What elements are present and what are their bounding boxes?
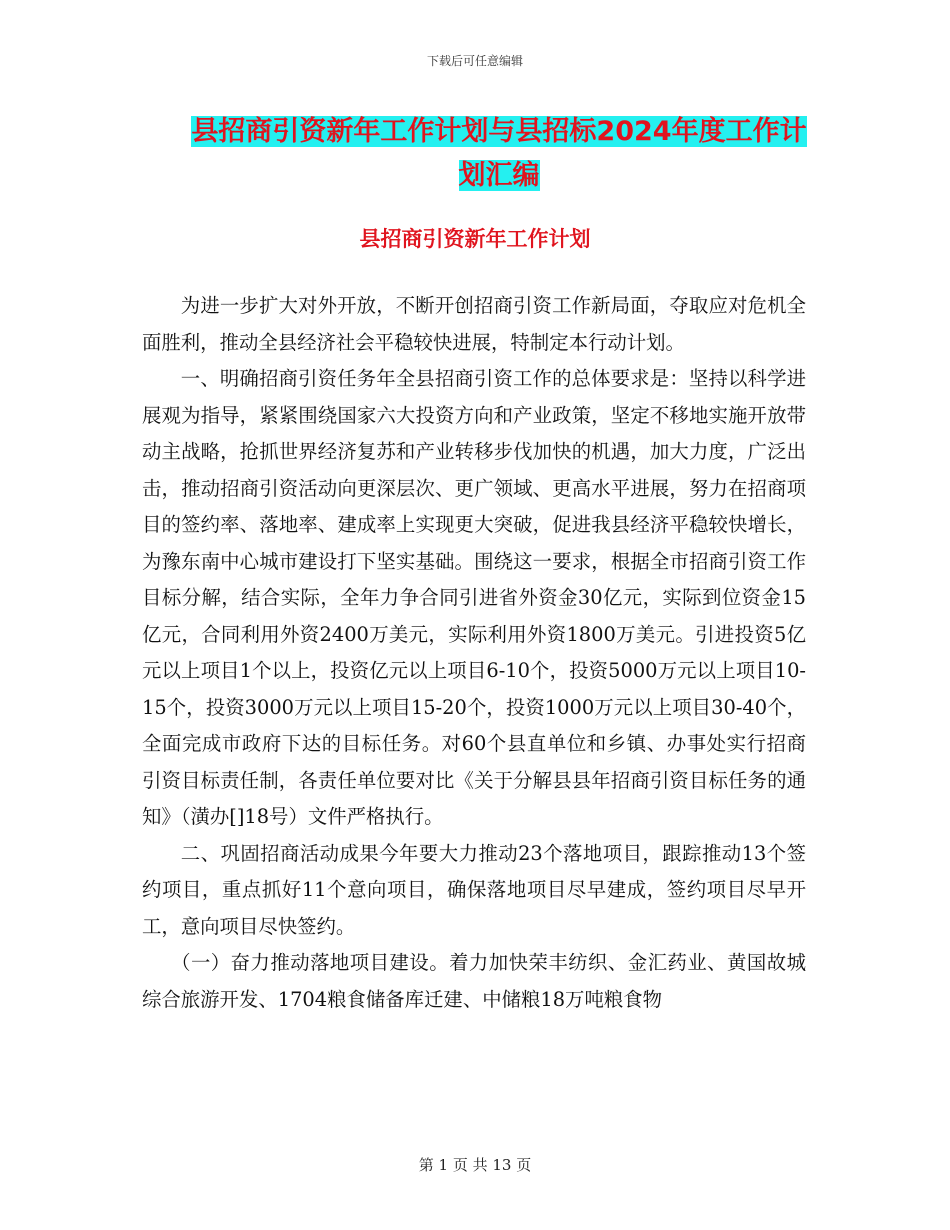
page-footer: 第 1 页 共 13 页 [418,1156,532,1174]
document-title [188,110,810,198]
document-title-text: 县招商引资新年工作计划与县招标2024年度工作计划汇编 [191,116,807,191]
document-body [142,288,806,1018]
section-title: 县招商引资新年工作计划 [359,227,591,251]
header-note: 下载后可任意编辑 [426,54,523,68]
paragraph-subsection-1: （一）奋力推动落地项目建设。着力加快荣丰纺织、金汇药业、黄国故城综合旅游开发、1704粮食储备库迁建、中储粮18万吨粮食物 [142,951,806,1011]
paragraph-task-goals: 一、明确招商引资任务年全县招商引资工作的总体要求是：坚持以科学进展观为指导，紧紧围绕国家六大投资方向和产业政策，坚定不移地实施开放带动主战略，抢抓世界经济复苏和产业转移步伐加快的机遇，加大力度，广泛出击，推动招商引资活动向更深层次、更广领域、更高水平进展，努力在招商项目的签约率、落地率、建成率上实现更大突破，促进我县经济平稳较快增长，为豫东南中心城市建设打下坚实基础。围绕这一要求，根据全市招商引资工作目标分解，结合实际，全年力争合同引进省外资金30亿元，实际到位资金15亿元，合同利用外资2400万美元，实际利用外资1800万美元。引进投资5亿元以上项目1个以上，投资亿元以上项目6-10个，投资5000万元以上项目10-15个，投资3000万元以上项目15-20个，投资1000万元以上项目30-40个，全面完成市政府下达的目标任务。对60个县直单位和乡镇、办事处实行招商引资目标责任制，各责任单位要对比《关于分解县县年招商引资目标任务的通知》（潢办[]18号）文件严格执行。 [142,367,806,828]
paragraph-consolidate: 二、巩固招商活动成果今年要大力推动23个落地项目，跟踪推动13个签约项目，重点抓好11个意向项目，确保落地项目尽早建成，签约项目尽早开工，意向项目尽快签约。 [142,841,806,938]
paragraph-intro: 为进一步扩大对外开放，不断开创招商引资工作新局面，夺取应对危机全面胜利，推动全县经济社会平稳较快进展，特制定本行动计划。 [142,294,806,354]
